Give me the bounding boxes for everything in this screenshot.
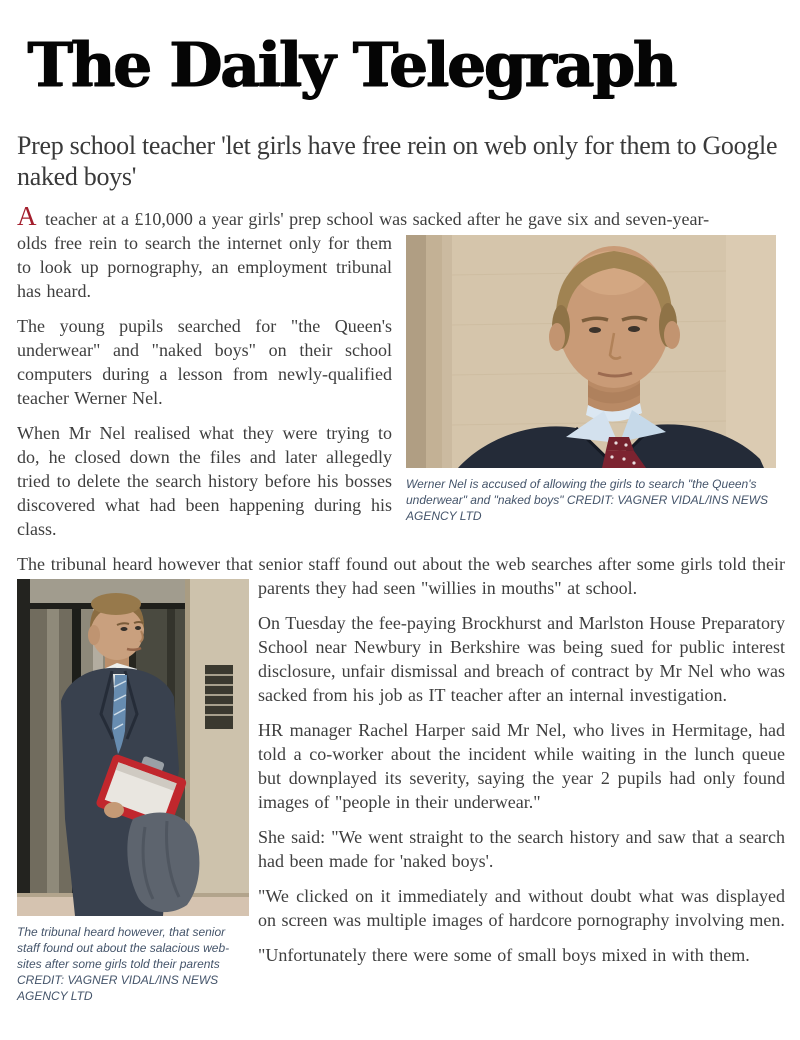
paragraph-text: She said: "We went straight to the search history and saw that a search had been made for 'naked boys'.	[258, 827, 785, 871]
paragraph-4-lead-text: The tribunal heard however that senior staff found out about the web searches after some girls told their parents they had seen "willies in	[17, 554, 785, 598]
article-body	[17, 201, 785, 1003]
werner-nel-walking-photo	[17, 579, 249, 916]
drop-cap: A	[17, 201, 37, 231]
paragraph-text: "We clicked on it immediately and without doubt what was displayed on screen was multiple images of hardcore pornography involving men.	[258, 886, 785, 930]
article-headline: Prep school teacher 'let girls have free rein on web only for them to Google naked boys'	[17, 131, 778, 191]
paragraph-1-first-line	[17, 201, 785, 231]
paragraph-text: On Tuesday the fee-paying Brockhurst and Marlston House Preparatory School near Newbury in Berkshire was being sued for public interest disclosure, unfair dismissal and breach of contract by Mr Nel who was sacked from his job as IT teacher after an internal investigation.	[258, 613, 785, 705]
figure-caption-left: The tribunal heard however, that senior staff found out about the salacious web-sites after some girls told their parents CREDIT: VAGNER VIDAL/INS NEWS AGENCY LTD	[17, 925, 230, 1003]
paragraph-text: HR manager Rachel Harper said Mr Nel, who lives in Hermitage, had told a co-worker about the incident while waiting in the lunch queue but downplayed its severity, saying the year 2 pupils had only found images of "people in their underwear."	[258, 720, 785, 812]
figure-werner-nel-walking	[17, 579, 249, 1004]
figure-portrait-werner-nel	[406, 235, 776, 524]
paragraph-1-rest-text: olds free rein to search the internet only for them to look up pornography, an employment tribunal has heard.	[17, 233, 392, 301]
paragraph-text: "Unfortunately there were some of small boys mixed in with them.	[258, 945, 750, 965]
figure-caption-right: Werner Nel is accused of allowing the girls to search "the Queen's underwear" and "naked boys" CREDIT: VAGNER VIDAL/INS NEWS AGENCY LTD	[406, 477, 769, 523]
masthead-title: The Daily Telegraph	[27, 30, 675, 101]
werner-nel-portrait-photo	[406, 235, 776, 468]
paragraph-4-rest-text: mouths" at school.	[501, 578, 638, 598]
paragraph-1-lead-text: teacher at a £10,000 a year girls' prep school was sacked after he gave six and seven-year-	[39, 209, 710, 229]
paragraph-text: The young pupils searched for "the Queen's underwear" and "naked boys" on their school computers during a lesson from newly-qualified teacher Werner Nel.	[17, 316, 392, 408]
paragraph-text: When Mr Nel realised what they were trying to do, he closed down the files and later allegedly tried to delete the search history before his bosses discovered what had been happening during his class.	[17, 423, 392, 539]
